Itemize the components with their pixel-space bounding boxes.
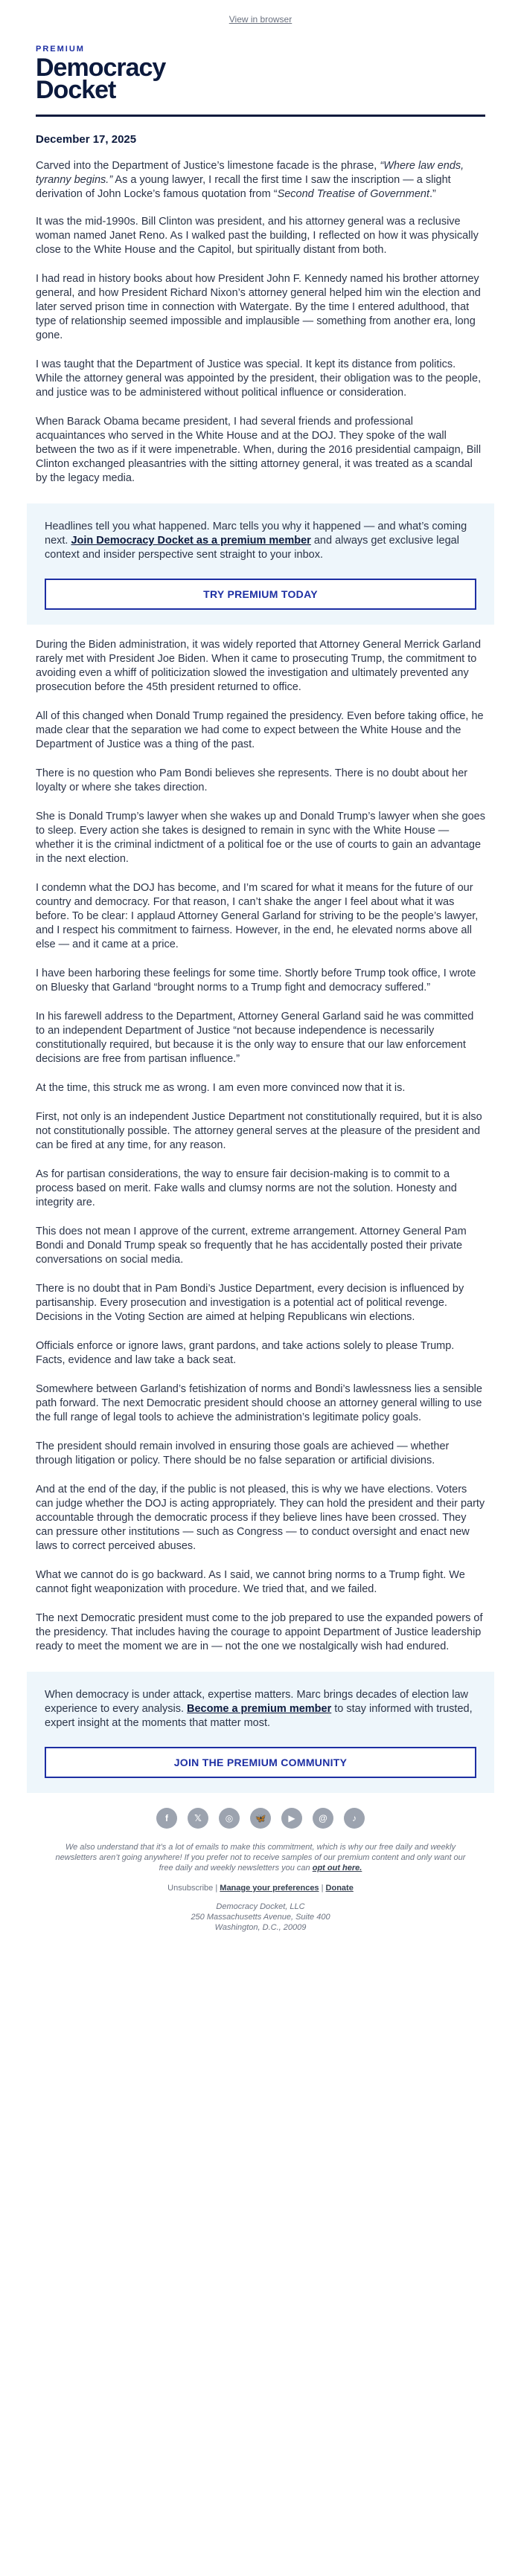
opt-out-link[interactable]: opt out here. [312,1864,362,1873]
logo-line-2: Docket [36,76,116,104]
top-bar [36,0,485,39]
premium-promo-box [27,503,494,625]
article-paragraph: When Barack Obama became president, I had several friends and professional acquaintances who served in the White House and at the DOJ. They spoke of the wall between the two as if it were impenetrable. When, during the 2016 presidential campaign, Bill Clinton exchanged pleasantries with the sitting attorney general, it was treated as a scandal by the legacy media. [36,416,482,484]
threads-icon[interactable]: @ [313,1808,333,1829]
donate-link[interactable]: Donate [325,1884,354,1893]
intro-book-title: Second Treatise of Government [277,188,430,200]
footer-disclaimer [36,1842,485,1873]
article-paragraph: Somewhere between Garland’s fetishization of norms and Bondi’s lawlessness lies a sensible path forward. The next Democratic president should choose an attorney general willing to use the full range of legal tools to achieve the administration’s legitimate policy goals. [36,1383,482,1423]
intro-text-c: .” [429,188,436,200]
intro-text-b: As a young lawyer, I recall the first time I saw the inscription — a slight derivation of John Locke’s famous quotation from “ [36,174,451,200]
youtube-icon[interactable]: ▶ [281,1808,302,1829]
article-paragraph: There is no question who Pam Bondi believes she represents. There is no doubt about her loyalty or where she takes direction. [36,767,468,793]
article-paragraph: All of this changed when Donald Trump regained the presidency. Even before taking office, he made clear that the separation we had come to expect between the White House and the Department of Justice was a thing of the past. [36,710,484,750]
promo-text-a: Headlines tell you what happened. Marc tells you why it happened — and what’s coming next. [45,521,467,547]
x-icon[interactable]: 𝕏 [188,1808,208,1829]
article-section-a [36,215,485,486]
article-paragraph: I have been harboring these feelings for some time. Shortly before Trump took office, I wrote on Bluesky that Garland “brought norms to a Trump fight and democracy suffered.” [36,967,476,994]
article-paragraph: I condemn what the DOJ has become, and I’m scared for what it means for the future of our country and democracy. For that reason, I can’t shake the anger I feel about what it was before. To be clear: I applaud Attorney General Garland for striving to be the people’s lawyer, and I respect his commitment to fairness. However, in the end, he elevated norms above all else — and it came at a price. [36,882,479,950]
view-in-browser-link[interactable]: View in browser [228,14,293,25]
article-paragraph: The next Democratic president must come to the job prepared to use the expanded powers of the presidency. That includes having the courage to appoint Department of Justice leadership ready to meet the moment we are in — not the one we nostalgically wish had endured. [36,1612,483,1652]
article-paragraph: What we cannot do is go backward. As I said, we cannot bring norms to a Trump fight. We cannot fight weaponization with procedure. We tried that, and we failed. [36,1569,465,1595]
address-line-1: Democracy Docket, LLC [216,1902,305,1911]
article-paragraph: During the Biden administration, it was widely reported that Attorney General Merrick Garland rarely met with President Joe Biden. When it came to prosecuting Trump, the commitment to avoiding even a whiff of politicization slowed the investigation and ultimately prevented any prosecution before the 45th president returned to office. [36,639,482,693]
address-line-2: 250 Massachusetts Avenue, Suite 400 [191,1913,330,1922]
bluesky-icon[interactable]: 🦋 [250,1808,271,1829]
premium-label: PREMIUM [36,45,85,54]
separator: | [321,1884,324,1893]
become-premium-link[interactable]: Become a premium member [187,1703,332,1715]
footer-links [36,1884,485,1893]
disclaimer-text: We also understand that it’s a lot of emails to make this commitment, which is why our free daily and weekly newsletters aren’t going anywhere! If you prefer not to receive samples of our premium content and only want our free daily and weekly newsletters you can [55,1843,466,1873]
intro-quote: “Where law ends, tyranny begins.” [36,160,464,186]
facebook-icon[interactable]: f [156,1808,177,1829]
article-paragraph: At the time, this struck me as wrong. I am even more convinced now that it is. [36,1082,406,1094]
article-paragraph: I was taught that the Department of Justice was special. It kept its distance from politics. While the attorney general was appointed by the president, their obligation was to the people, and justice was to be administered without political influence or consideration. [36,358,482,399]
promo-text-b: and always get exclusive legal context and insider perspective sent straight to your inbox. [45,535,459,561]
article-paragraph: And at the end of the day, if the public is not pleased, this is why we have elections. Voters can judge whether the DOJ is acting appropriately. They can hold the president and their party accountable through the democratic process if they believe lines have been crossed. They can pressure other institutions — such as Congress — to conduct oversight and enact new laws to correct perceived abuses. [36,1484,485,1552]
brand-header [36,39,485,117]
intro-text-a: Carved into the Department of Justice’s limestone facade is the phrase, [36,160,380,172]
article-paragraph: It was the mid-1990s. Bill Clinton was president, and his attorney general was a reclusive woman named Janet Reno. As I walked past the building, I reflected on how it was physically close to the White House and the Capitol, but spiritually distant from both. [36,216,479,256]
promo-text-2 [45,1688,476,1730]
article-paragraph: First, not only is an independent Justice Department not constitutionally required, but it is also not constitutionally possible. The attorney general serves at the pleasure of the president and can be fired at any time, for any reason. [36,1111,482,1151]
article-paragraph: There is no doubt that in Pam Bondi’s Justice Department, every decision is influenced by partisanship. Every prosecution and investigation is a potential act of political revenge. Decisions in the Voting Section are aimed at helping Republicans win elections. [36,1283,464,1323]
article-paragraph: This does not mean I approve of the current, extreme arrangement. Attorney General Pam Bondi and Donald Trump speak so frequently that he has accidentally posted their private conversations on social media. [36,1226,467,1266]
article-date: December 17, 2025 [36,133,137,146]
article-paragraph: She is Donald Trump’s lawyer when she wakes up and Donald Trump’s lawyer when she goes to sleep. Every action she takes is designed to remain in sync with the White House — whether it is the criminal indictment of a political foe or the use of courts to gain an advantage in the next election. [36,811,485,865]
promo-text [45,520,476,562]
promo2-text-a: When democracy is under attack, expertise matters. Marc brings decades of election law experience to every analysis. [45,1689,468,1715]
try-premium-button[interactable]: TRY PREMIUM TODAY [45,579,476,610]
logo-line-1: Democracy [36,54,166,82]
article-paragraph: In his farewell address to the Department, Attorney General Garland said he was committed to an independent Department of Justice “not because independence is necessarily constitutionally required, but because it is the only way to ensure that our law enforcement decisions are free from partisan influence.” [36,1011,474,1065]
article-paragraph-intro [36,159,485,202]
unsubscribe-link[interactable]: Unsubscribe [167,1884,214,1893]
join-premium-community-button[interactable]: JOIN THE PREMIUM COMMUNITY [45,1747,476,1778]
separator: | [215,1884,218,1893]
premium-promo-box-2 [27,1672,494,1793]
instagram-icon[interactable]: ◎ [219,1808,240,1829]
article-paragraph: As for partisan considerations, the way to ensure fair decision-making is to commit to a process based on merit. Fake walls and clumsy norms are not the solution. Honesty and integrity are. [36,1168,457,1208]
article-paragraph: Officials enforce or ignore laws, grant pardons, and take actions solely to please Trump. Facts, evidence and law take a back seat. [36,1340,455,1366]
social-links [36,1808,485,1829]
article-paragraph: The president should remain involved in ensuring those goals are achieved — whether through litigation or policy. There should be no false separation or artificial divisions. [36,1440,450,1466]
header-divider [36,115,485,117]
join-premium-link[interactable]: Join Democracy Docket as a premium member [71,535,311,547]
manage-preferences-link[interactable]: Manage your preferences [220,1884,319,1893]
footer [36,1808,485,1955]
article-section-b [36,638,485,1654]
logo[interactable] [36,54,485,104]
tiktok-icon[interactable]: ♪ [344,1808,365,1829]
article-paragraph: I had read in history books about how President John F. Kennedy named his brother attorney general, and how President Richard Nixon’s attorney general helped him win the election and later served prison time in connection with Watergate. By the time I entered adulthood, that type of relationship seemed impossible and implausible — something from another era, long gone. [36,273,481,341]
address-line-3: Washington, D.C., 20009 [214,1923,307,1932]
footer-address [36,1902,485,1933]
promo2-text-b: to stay informed with trusted, expert insight at the moments that matter most. [45,1703,473,1729]
